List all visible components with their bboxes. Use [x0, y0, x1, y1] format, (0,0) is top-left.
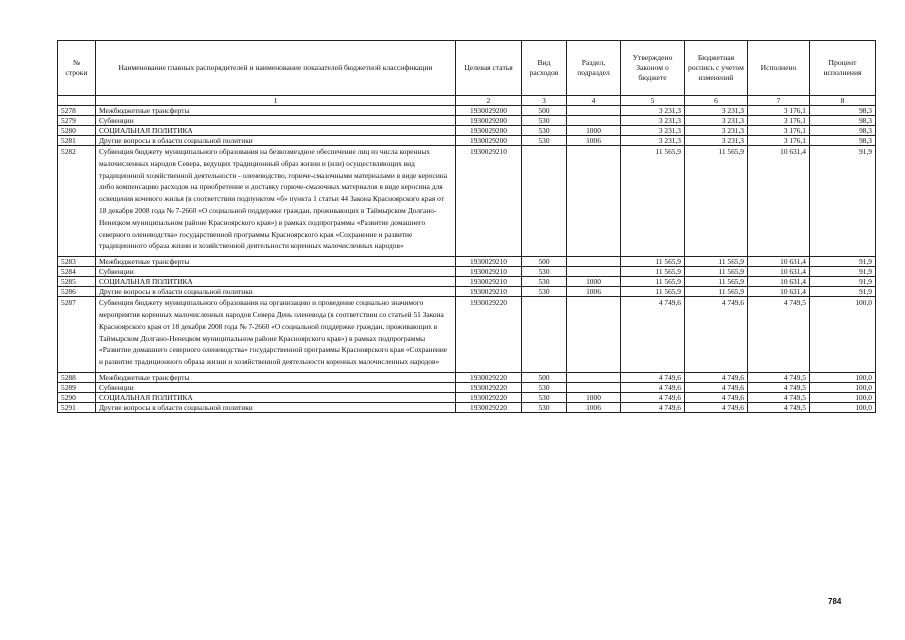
row-executed: 10 631,4	[748, 277, 810, 287]
column-number	[58, 96, 96, 106]
header-target: Целевая статья	[456, 41, 522, 96]
row-expense-type: 530	[522, 267, 567, 277]
table-row	[58, 116, 876, 126]
row-number: 5288	[58, 372, 96, 382]
column-number: 6	[685, 96, 748, 106]
row-section	[567, 146, 621, 257]
row-executed: 4 749,5	[748, 392, 810, 402]
row-name: Другие вопросы в области социальной политики	[96, 136, 456, 146]
row-percent: 100,0	[810, 382, 876, 392]
row-budget: 11 565,9	[685, 257, 748, 267]
row-percent: 98,3	[810, 136, 876, 146]
column-number: 5	[621, 96, 685, 106]
row-name: Субвенции	[96, 267, 456, 277]
row-target: 1930029220	[456, 297, 522, 373]
row-approved: 11 565,9	[621, 267, 685, 277]
row-section	[567, 297, 621, 373]
row-target: 1930029200	[456, 136, 522, 146]
row-approved: 4 749,6	[621, 402, 685, 412]
row-section	[567, 372, 621, 382]
row-name: Субвенции	[96, 116, 456, 126]
row-budget: 4 749,6	[685, 402, 748, 412]
row-approved: 3 231,3	[621, 126, 685, 136]
row-budget: 4 749,6	[685, 297, 748, 373]
row-section: 1000	[567, 392, 621, 402]
row-expense-type	[522, 297, 567, 373]
header-row	[58, 41, 876, 96]
row-section	[567, 267, 621, 277]
header-name: Наименование главных распорядителей и наименование показателей бюджетной классификации	[96, 41, 456, 96]
row-target: 1930029220	[456, 382, 522, 392]
row-expense-type: 530	[522, 116, 567, 126]
row-target: 1930029220	[456, 372, 522, 382]
row-number: 5285	[58, 277, 96, 287]
row-name: Межбюджетные трансферты	[96, 106, 456, 116]
header-budget-list: Бюджетная роспись с учетом изменений	[685, 41, 748, 96]
row-expense-type	[522, 146, 567, 257]
row-percent: 91,9	[810, 257, 876, 267]
row-percent: 100,0	[810, 402, 876, 412]
row-name: СОЦИАЛЬНАЯ ПОЛИТИКА	[96, 126, 456, 136]
column-number: 2	[456, 96, 522, 106]
row-percent: 98,3	[810, 126, 876, 136]
header-percent: Процент исполнения	[810, 41, 876, 96]
row-budget: 4 749,6	[685, 392, 748, 402]
header-approved: Утверждено Законом о бюджете	[621, 41, 685, 96]
row-number: 5286	[58, 287, 96, 297]
row-approved: 11 565,9	[621, 146, 685, 257]
row-name: Субвенция бюджету муниципального образования на организацию и проведение социально значимого мероприятия коренных малочисленных народов Севера День оленевода (в соответствии со статьей 51 Закона Красноярского края от 18 декабря 2008 года № 7-2660 «О социальной поддержке граждан, проживающих в Таймырском Долгано-Ненецком муниципальном районе Красноярского края») в рамках подпрограммы «Развитие домашнего северного оленеводства» государственной программы Красноярского края «Сохранение и развитие традиционного образа жизни и хозяйственной деятельности коренных малочисленных народов»	[96, 297, 456, 373]
row-section	[567, 116, 621, 126]
row-number: 5287	[58, 297, 96, 373]
row-executed: 10 631,4	[748, 267, 810, 277]
header-expense-type: Вид расходов	[522, 41, 567, 96]
header-executed: Исполнено	[748, 41, 810, 96]
column-number: 1	[96, 96, 456, 106]
table-row	[58, 126, 876, 136]
table-row	[58, 277, 876, 287]
row-percent: 91,9	[810, 267, 876, 277]
row-section: 1000	[567, 277, 621, 287]
table-row	[58, 382, 876, 392]
row-target: 1930029200	[456, 106, 522, 116]
budget-table	[57, 40, 876, 413]
row-number: 5291	[58, 402, 96, 412]
row-number: 5280	[58, 126, 96, 136]
table-body	[58, 106, 876, 413]
row-expense-type: 530	[522, 392, 567, 402]
header-num: № строки	[58, 41, 96, 96]
row-executed: 4 749,5	[748, 297, 810, 373]
row-number: 5284	[58, 267, 96, 277]
row-expense-type: 530	[522, 277, 567, 287]
row-executed: 10 631,4	[748, 287, 810, 297]
table-row	[58, 257, 876, 267]
row-name: СОЦИАЛЬНАЯ ПОЛИТИКА	[96, 392, 456, 402]
row-expense-type: 500	[522, 106, 567, 116]
row-percent: 98,3	[810, 106, 876, 116]
table-row	[58, 402, 876, 412]
table-row	[58, 297, 876, 373]
header-section: Раздел, подраздел	[567, 41, 621, 96]
row-budget: 11 565,9	[685, 267, 748, 277]
row-name: Другие вопросы в области социальной политики	[96, 287, 456, 297]
row-name: Межбюджетные трансферты	[96, 372, 456, 382]
row-name: Другие вопросы в области социальной политики	[96, 402, 456, 412]
row-approved: 11 565,9	[621, 277, 685, 287]
row-name: Субвенция бюджету муниципального образования на безвозмездное обеспечение лиц из числа коренных малочисленных народов Севера, ведущих традиционный образ жизни и (или) осуществляющих вид традиционной хозяйственной деятельности - оленеводство, горюче-смазочными материалами в виде керосина либо компенсацию расходов на приобретение и доставку горюче-смазочных материалов в виде керосина для освещения кочевого жилья (в соответствии подпунктом «б» пункта 1 статьи 44 Закона Красноярского края от 18 декабря 2008 года № 7-2660 «О социальной поддержке граждан, проживающих в Таймырском Долгано-Ненецком муниципальном районе Красноярского края») в рамках подпрограммы «Развитие домашнего северного оленеводства» государственной программы Красноярского края «Сохранение и развитие традиционного образа жизни и хозяйственной деятельности коренных малочисленных народов»	[96, 146, 456, 257]
row-executed: 4 749,5	[748, 382, 810, 392]
row-section: 1000	[567, 126, 621, 136]
column-number-row	[58, 96, 876, 106]
row-expense-type: 500	[522, 257, 567, 267]
row-percent: 100,0	[810, 392, 876, 402]
row-number: 5290	[58, 392, 96, 402]
row-section: 1006	[567, 136, 621, 146]
row-budget: 11 565,9	[685, 146, 748, 257]
row-approved: 4 749,6	[621, 382, 685, 392]
row-name: Межбюджетные трансферты	[96, 257, 456, 267]
row-number: 5279	[58, 116, 96, 126]
row-target: 1930029210	[456, 257, 522, 267]
row-budget: 3 231,3	[685, 126, 748, 136]
row-number: 5289	[58, 382, 96, 392]
table-row	[58, 136, 876, 146]
table-row	[58, 392, 876, 402]
row-section	[567, 382, 621, 392]
row-expense-type: 530	[522, 126, 567, 136]
row-budget: 11 565,9	[685, 287, 748, 297]
row-target: 1930029220	[456, 392, 522, 402]
row-name: СОЦИАЛЬНАЯ ПОЛИТИКА	[96, 277, 456, 287]
row-approved: 3 231,3	[621, 136, 685, 146]
row-approved: 3 231,3	[621, 106, 685, 116]
column-number: 7	[748, 96, 810, 106]
row-name: Субвенции	[96, 382, 456, 392]
table-row	[58, 106, 876, 116]
row-target: 1930029220	[456, 402, 522, 412]
row-expense-type: 530	[522, 402, 567, 412]
page-number: 784	[828, 597, 842, 606]
row-section	[567, 257, 621, 267]
row-executed: 10 631,4	[748, 257, 810, 267]
row-budget: 11 565,9	[685, 277, 748, 287]
row-number: 5283	[58, 257, 96, 267]
row-approved: 4 749,6	[621, 297, 685, 373]
column-number: 4	[567, 96, 621, 106]
row-section	[567, 106, 621, 116]
row-number: 5278	[58, 106, 96, 116]
row-expense-type: 530	[522, 382, 567, 392]
row-executed: 10 631,4	[748, 146, 810, 257]
row-expense-type: 500	[522, 372, 567, 382]
row-percent: 98,3	[810, 116, 876, 126]
row-section: 1006	[567, 287, 621, 297]
row-executed: 4 749,5	[748, 372, 810, 382]
row-target: 1930029200	[456, 126, 522, 136]
row-budget: 3 231,3	[685, 106, 748, 116]
row-target: 1930029210	[456, 287, 522, 297]
table-row	[58, 146, 876, 257]
row-target: 1930029210	[456, 146, 522, 257]
row-percent: 100,0	[810, 372, 876, 382]
row-approved: 3 231,3	[621, 116, 685, 126]
table-row	[58, 267, 876, 277]
row-executed: 3 176,1	[748, 126, 810, 136]
row-budget: 3 231,3	[685, 116, 748, 126]
row-target: 1930029200	[456, 116, 522, 126]
column-number: 8	[810, 96, 876, 106]
row-executed: 3 176,1	[748, 116, 810, 126]
row-percent: 91,9	[810, 146, 876, 257]
row-approved: 4 749,6	[621, 372, 685, 382]
row-expense-type: 530	[522, 136, 567, 146]
row-budget: 4 749,6	[685, 372, 748, 382]
row-budget: 3 231,3	[685, 136, 748, 146]
row-percent: 100,0	[810, 297, 876, 373]
row-executed: 3 176,1	[748, 106, 810, 116]
row-percent: 91,9	[810, 287, 876, 297]
row-number: 5281	[58, 136, 96, 146]
row-percent: 91,9	[810, 277, 876, 287]
table-row	[58, 372, 876, 382]
row-target: 1930029210	[456, 277, 522, 287]
row-approved: 11 565,9	[621, 257, 685, 267]
row-executed: 3 176,1	[748, 136, 810, 146]
row-target: 1930029210	[456, 267, 522, 277]
row-approved: 11 565,9	[621, 287, 685, 297]
row-number: 5282	[58, 146, 96, 257]
row-budget: 4 749,6	[685, 382, 748, 392]
row-executed: 4 749,5	[748, 402, 810, 412]
row-section: 1006	[567, 402, 621, 412]
row-approved: 4 749,6	[621, 392, 685, 402]
table-row	[58, 287, 876, 297]
row-expense-type: 530	[522, 287, 567, 297]
column-number: 3	[522, 96, 567, 106]
